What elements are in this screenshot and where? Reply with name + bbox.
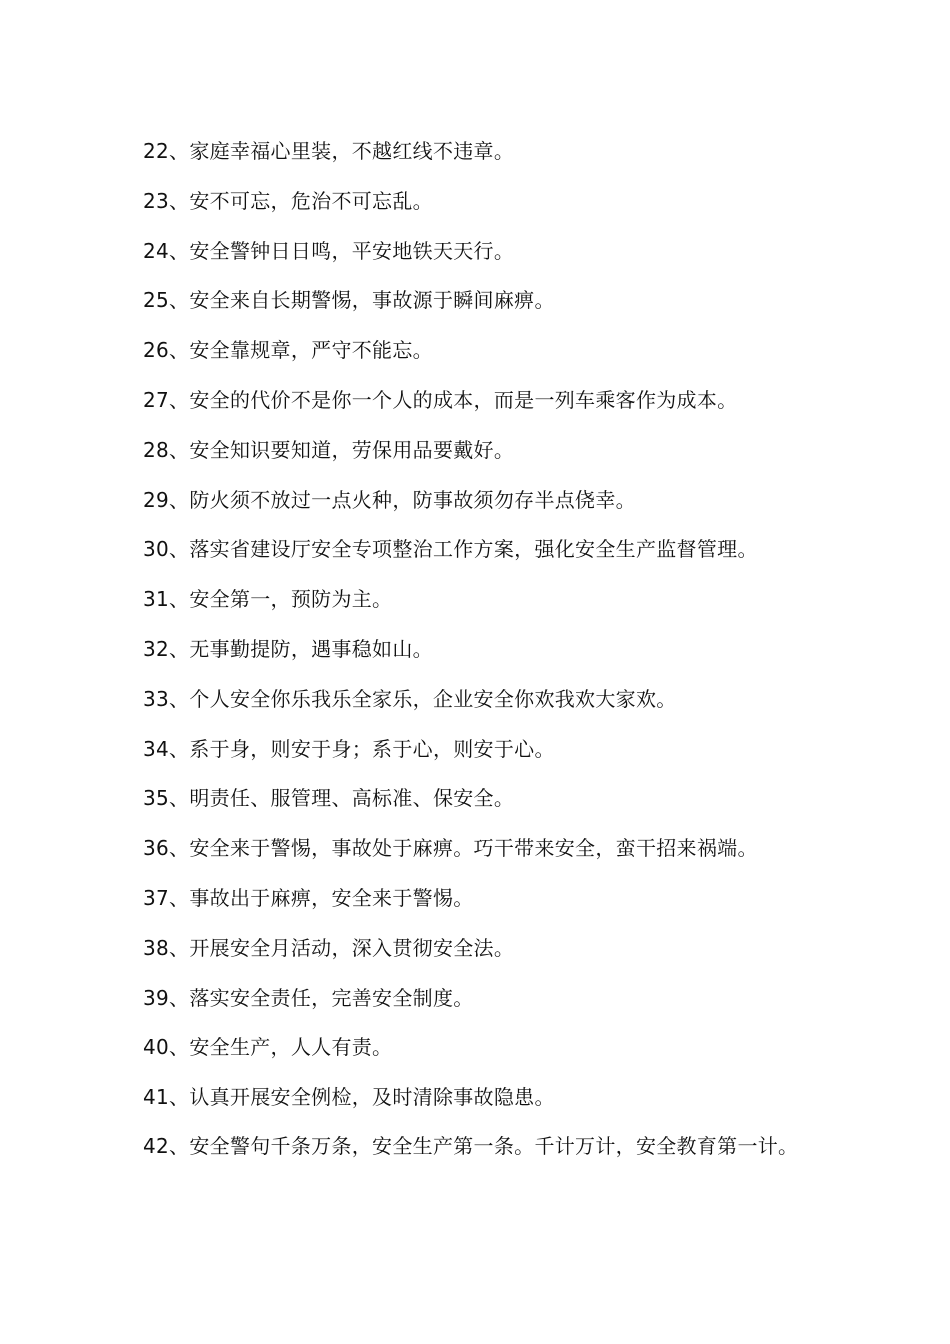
list-item: 32、无事勤提防，遇事稳如山。 (143, 636, 433, 661)
list-item: 42、安全警句千条万条，安全生产第一条。千计万计，安全教育第一计。 (143, 1134, 799, 1159)
list-item: 39、落实安全责任，完善安全制度。 (143, 985, 474, 1010)
list-item: 38、开展安全月活动，深入贯彻安全法。 (143, 935, 515, 960)
list-item: 28、安全知识要知道，劳保用品要戴好。 (143, 437, 515, 462)
list-item: 34、系于身，则安于身；系于心，则安于心。 (143, 736, 555, 761)
list-item: 26、安全靠规章，严守不能忘。 (143, 338, 433, 363)
list-item: 29、防火须不放过一点火种，防事故须勿存半点侥幸。 (143, 487, 636, 512)
list-item: 31、安全第一，预防为主。 (143, 587, 393, 612)
list-item: 37、事故出于麻痹，安全来于警惕。 (143, 885, 474, 910)
slogan-list (143, 131, 813, 1172)
list-item: 36、安全来于警惕，事故处于麻痹。巧干带来安全，蛮干招来祸端。 (143, 836, 758, 861)
list-item: 27、安全的代价不是你一个人的成本，而是一列车乘客作为成本。 (143, 387, 738, 412)
list-item: 33、个人安全你乐我乐全家乐，企业安全你欢我欢大家欢。 (143, 686, 677, 711)
list-item: 41、认真开展安全例检，及时清除事故隐患。 (143, 1085, 555, 1110)
list-item: 40、安全生产，人人有责。 (143, 1035, 393, 1060)
list-item: 23、安不可忘，危治不可忘乱。 (143, 188, 433, 213)
list-item: 22、家庭幸福心里装，不越红线不违章。 (143, 139, 515, 163)
list-item: 25、安全来自长期警惕，事故源于瞬间麻痹。 (143, 288, 555, 313)
list-item: 24、安全警钟日日鸣，平安地铁天天行。 (143, 238, 515, 263)
list-item: 35、明责任、服管理、高标准、保安全。 (143, 786, 515, 811)
list-item: 30、落实省建设厅安全专项整治工作方案，强化安全生产监督管理。 (143, 537, 758, 562)
